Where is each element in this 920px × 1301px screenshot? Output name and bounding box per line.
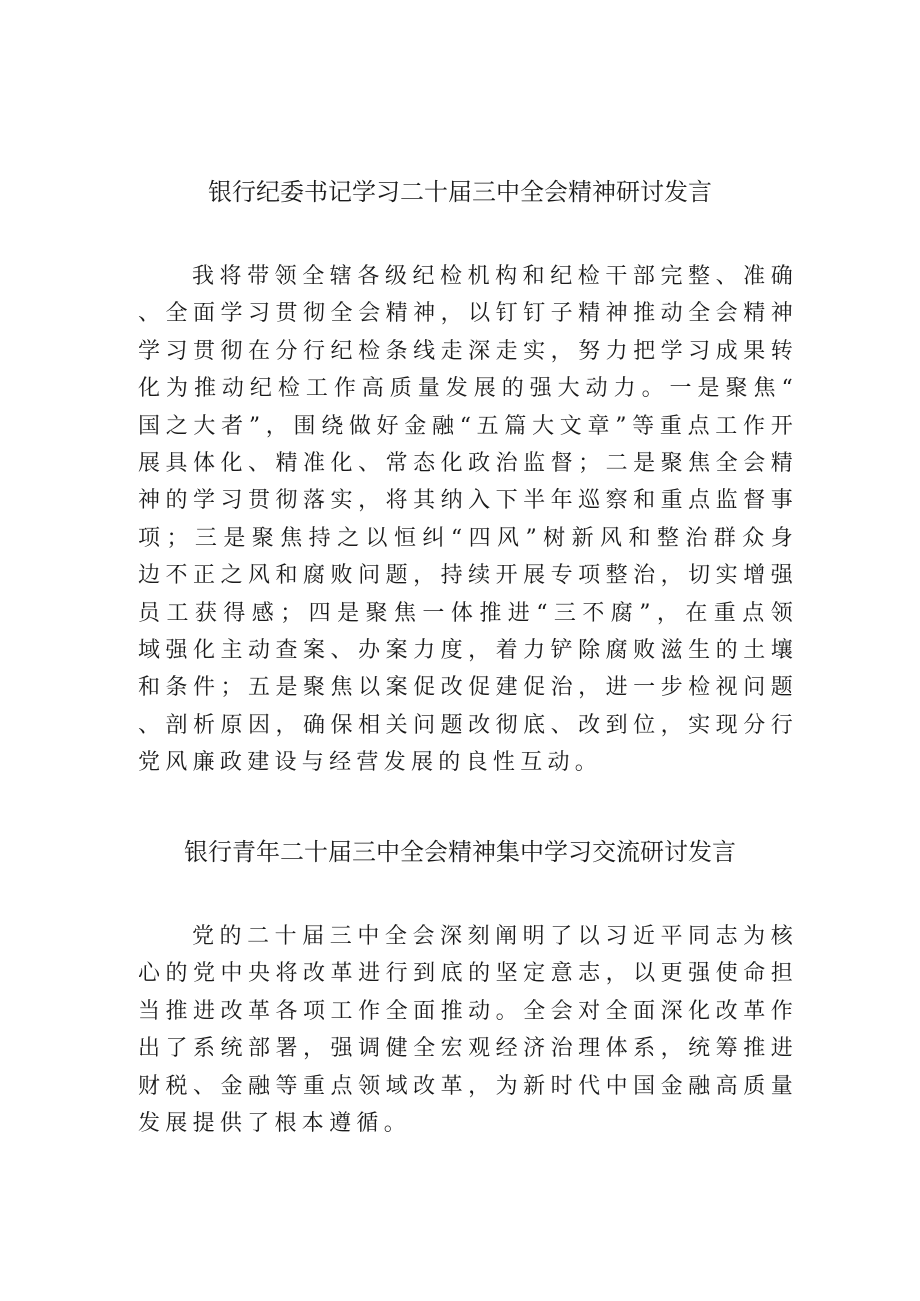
section-title: 银行青年二十届三中全会精神集中学习交流研讨发言 (184, 838, 736, 866)
section-body: 党的二十届三中全会深刻阐明了以习近平同志为核心的党中央将改革进行到底的坚定意志，以更强使命担当推进改革各项工作全面推动。全会对全面深化改革作出了系统部署，强调健全宏观经济治理体系，统筹推进财税、金融等重点领域改革，为新时代中国金融高质量发展提供了根本遵循。 (138, 924, 798, 1137)
section-body: 我将带领全辖各级纪检机构和纪检干部完整、准确、全面学习贯彻全会精神，以钉钉子精神推动全会精神学习贯彻在分行纪检条线走深走实，努力把学习成果转化为推动纪检工作高质量发展的强大动力。一是聚焦“国之大者”，围绕做好金融“五篇大文章”等重点工作开展具体化、精准化、常态化政治监督；二是聚焦全会精神的学习贯彻落实，将其纳入下半年巡察和重点监督事项；三是聚焦持之以恒纠“四风”树新风和整治群众身边不正之风和腐败问题，持续开展专项整治，切实增强员工获得感；四是聚焦一体推进“三不腐”，在重点领域强化主动查案、办案力度，着力铲除腐败滋生的土壤和条件；五是聚焦以案促改促建促治，进一步检视问题、剖析原因，确保相关问题改彻底、改到位，实现分行党风廉政建设与经营发展的良性互动。 (138, 264, 798, 776)
section-title: 银行纪委书记学习二十届三中全会精神研讨发言 (208, 178, 712, 206)
